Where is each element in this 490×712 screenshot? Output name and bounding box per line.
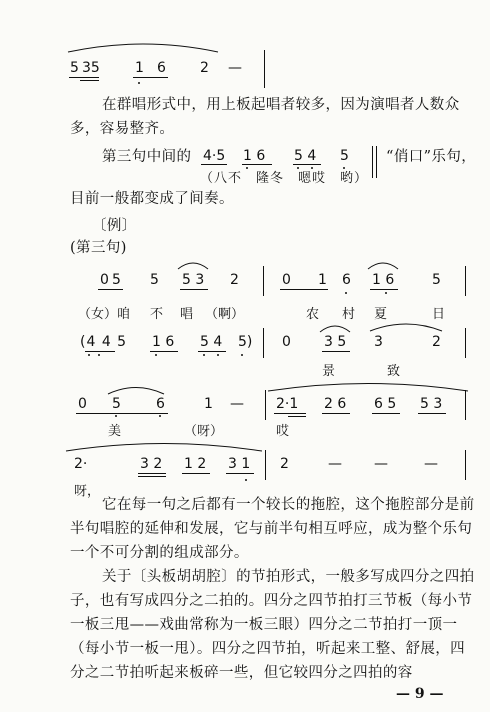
dash: — (374, 456, 388, 472)
note: 0 (282, 334, 291, 350)
lyric: 夏 (374, 307, 388, 322)
note: 5 (432, 272, 441, 288)
note: 5 (112, 396, 121, 412)
note: 2· (74, 456, 88, 472)
lyric: 哎 (276, 424, 290, 439)
note: 2 (200, 60, 209, 76)
dash: — (328, 456, 342, 472)
note: 3 5 (324, 334, 347, 350)
note: 5 3 (182, 272, 205, 288)
note: 0 (282, 272, 291, 288)
lyric: 日 (432, 307, 446, 322)
para2-line2: 目前一般都变成了间奏。 (70, 191, 234, 207)
lyric: 唱 (180, 307, 194, 322)
dash: — (230, 396, 244, 412)
note: 5 (150, 272, 159, 288)
lyric: （啊） (205, 307, 245, 322)
note: 6 (156, 396, 165, 412)
note: (4 4 5 (80, 334, 128, 350)
note: 6 (342, 272, 351, 288)
note: 5 (70, 60, 79, 76)
note: 5 3 (420, 396, 443, 412)
note: 1 6 (243, 148, 266, 164)
note: 5 4 (294, 148, 317, 164)
note: 5 (112, 272, 121, 288)
note: 2·1 (276, 396, 299, 412)
note: 2 6 (324, 396, 347, 412)
note: 1 (318, 272, 327, 288)
note: 2 (280, 456, 289, 472)
example-sub: (第三句) (70, 240, 127, 256)
lyric: 不 (150, 307, 164, 322)
note: 5) (238, 334, 253, 350)
note: 6 (157, 60, 166, 76)
lyric: 致 (387, 364, 401, 379)
lyric: 农 (306, 307, 320, 322)
note: 1 (204, 396, 213, 412)
paragraph-1: 在群唱形式中，用上板起唱者较多，因为演唱者人数众多，容易整齐。 (70, 97, 460, 137)
paragraph-4: 关于〔头板胡胡腔〕的节拍形式，一般多写成四分之四拍子，也有写成四分之二拍的。四分之四节拍打三节板（每小节一板三甩——戏曲常称为一板三眼）四分之二节拍打一顶一（每小节一板一甩）。四分之四节拍，听起来工整、舒展，四分之二节拍听起来板碎一些，但它较四分之四拍的容 (70, 569, 475, 681)
example-label: 〔例〕 (92, 218, 137, 234)
paragraph-3: 它在每一句之后都有一个较长的拖腔，这个拖腔部分是前半句唱腔的延伸和发展，它与前半句相互呼应，成为整个乐句一个不可分割的组成部分。 (70, 497, 475, 561)
note: 1 6 (152, 334, 175, 350)
lyric: （女）咱 (78, 307, 131, 322)
note: 3 2 (140, 456, 163, 472)
para2-suffix: “俏口”乐句， (386, 149, 477, 165)
slur-top (68, 40, 218, 54)
note: 1 2 (184, 456, 207, 472)
note: 6 5 (374, 396, 397, 412)
note: 1 (135, 60, 144, 76)
note: 35 (82, 60, 100, 76)
lyric: 呀， (74, 484, 101, 499)
lyric: 景 (322, 364, 336, 379)
note: 0 (100, 272, 109, 288)
para2-prefix: 第三句中间的 (102, 149, 192, 165)
page-number: — 9 — (396, 686, 444, 702)
note: 5 (340, 148, 349, 164)
note: 3 (374, 334, 383, 350)
dash: — (228, 60, 242, 76)
note: 5 4 (200, 334, 223, 350)
note: 1 6 (372, 272, 395, 288)
note: 3 1 (228, 456, 251, 472)
dash: — (424, 456, 438, 472)
note: 0 (78, 396, 87, 412)
lyric: 村 (342, 307, 356, 322)
note: 2 (432, 334, 441, 350)
note: 4·5 (203, 148, 226, 164)
para2-lyric: （八不 隆冬 嗯哎 哟） (200, 171, 369, 186)
note: 2 (230, 272, 239, 288)
lyric: 美 (108, 424, 122, 439)
lyric: （呀） (184, 424, 224, 439)
